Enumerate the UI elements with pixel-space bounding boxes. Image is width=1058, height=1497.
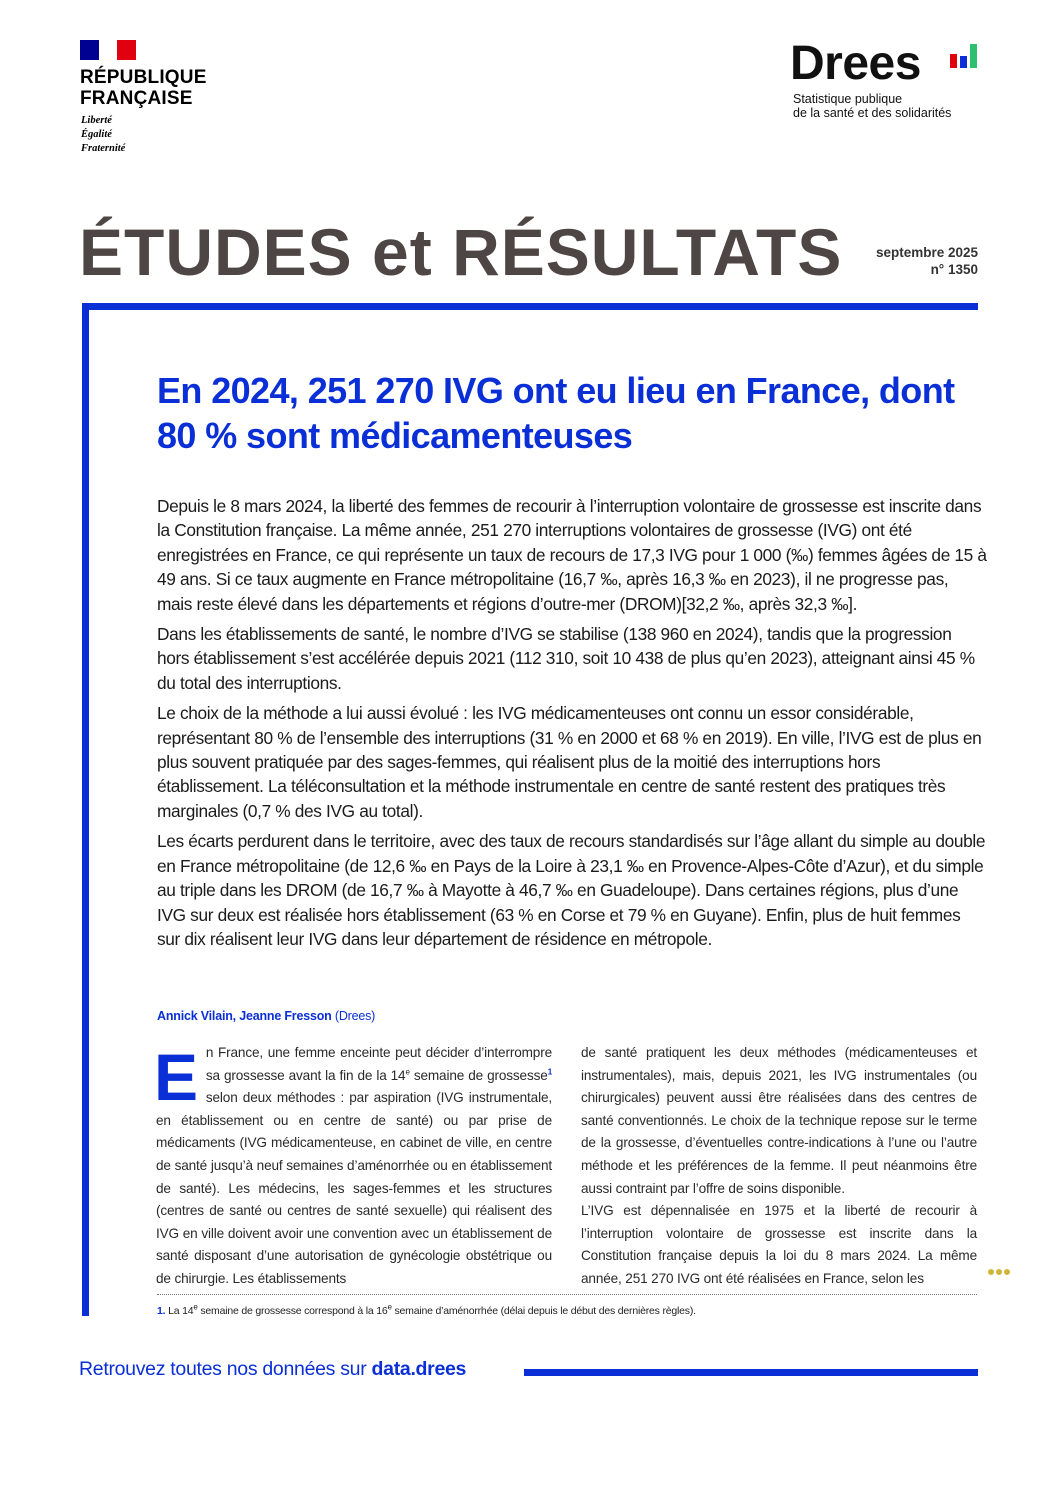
footnote-ref-link[interactable]: 1 bbox=[547, 1067, 552, 1077]
ordinal-sup: e bbox=[405, 1067, 410, 1077]
motto-egalite: Égalité bbox=[81, 129, 112, 140]
abstract-paragraph: Les écarts perdurent dans le territoire, avec des taux de recours standardisés sur l’âge allant du simple au double en France métropolitaine (de 12,6 ‰ en Pays de la Loire à 23,1 ‰ en Provence-Alpes-Côte d’Azur), et du simple au triple dans les DROM (de 16,7 ‰ à Mayotte à 46,7 ‰ en Guadeloupe). Dans certaines régions, plus d’une IVG sur deux est réalisée hors établissement (63 % en Corse et 79 % en Guyane). Enfin, plus de huit femmes sur dix réalisent leur IVG dans leur département de résidence en métropole. bbox=[157, 831, 986, 949]
rf-motto bbox=[81, 114, 125, 156]
issue-number: n° 1350 bbox=[930, 262, 978, 277]
issue-date: septembre 2025 bbox=[875, 245, 978, 260]
abstract-paragraph: Depuis le 8 mars 2024, la liberté des femmes de recourir à l’interruption volontaire de grossesse est inscrite dans la Constitution française. La même année, 251 270 interruptions volontaires de grossesse (IVG) ont été enregistrées en France, ce qui représente un taux de recours de 17,3 IVG pour 1 000 (‰) femmes âgées de 15 à 49 ans. Si ce taux augmente en France métropolitaine (16,7 ‰, après 16,3 ‰ en 2023), il ne progresse pas, mais reste élevé dans les départements et régions d’outre-mer (DROM)[32,2 ‰, après 32,3 ‰]. bbox=[157, 496, 987, 614]
body-paragraph: L’IVG est dépennalisée en 1975 et la liberté de recourir à l’interruption volontaire de grossesse est inscrite dans la Constitution française depuis la loi du 8 mars 2024. La même année, 251 270 IVG ont été réalisées en France, selon les bbox=[581, 1203, 977, 1286]
abstract bbox=[157, 494, 987, 957]
body-column-2 bbox=[581, 1042, 977, 1291]
author-names: Annick Vilain, Jeanne Fresson bbox=[157, 1009, 332, 1023]
body-column-1 bbox=[156, 1042, 552, 1291]
motto-fraternite: Fraternité bbox=[81, 143, 126, 154]
footnote-text: La 14 bbox=[165, 1305, 194, 1317]
footnote bbox=[157, 1304, 696, 1318]
headline: En 2024, 251 270 IVG ont eu lieu en France, dont 80 % sont médicamenteuses bbox=[157, 370, 955, 456]
body-paragraph: de santé pratiquent les deux méthodes (médicamenteuses et instrumentales), mais, depuis 2021, les IVG instrumentales (ou chirurgicales) peuvent aussi être réalisées dans des centres de santé conventionnés. Le choix de la technique repose sur le terme de la grossesse, d’éventuelles contre-indications à l’une ou l’autre méthode et les préférences de la femme. Il peut néanmoins être aussi contraint par l’offre de soins disponible. bbox=[581, 1045, 977, 1196]
marianne-flag-icon bbox=[80, 40, 136, 60]
drees-logo-wordmark: Drees bbox=[790, 37, 921, 90]
footnote-text: semaine de grossesse correspond à la 16 bbox=[197, 1305, 388, 1317]
cta-text: Retrouvez toutes nos données sur bbox=[79, 1358, 372, 1380]
series-title: ÉTUDES et RÉSULTATS bbox=[79, 215, 843, 289]
ordinal-sup: e bbox=[387, 1302, 392, 1312]
drees-subtitle-line: Statistique publique bbox=[793, 92, 903, 106]
abstract-paragraph: Le choix de la méthode a lui aussi évolué : les IVG médicamenteuses ont connu un essor considérable, représentant 80 % de l’ensemble des interruptions (31 % en 2000 et 68 % en 2019). En ville, l’IVG est de plus en plus souvent pratiquée par des sages-femmes, qui réalisent plus de la moitié des interruptions hors établissement. La téléconsultation et la méthode instrumentale en centre de santé restent des pratiques très marginales (0,7 % des IVG au total). bbox=[157, 703, 982, 821]
authors bbox=[157, 1008, 375, 1024]
body-text: n France, une femme enceinte peut décider d’interrompre sa grossesse avant la fin de la 14 bbox=[205, 1045, 552, 1083]
footer-cta bbox=[79, 1356, 466, 1382]
republique-francaise-logo bbox=[80, 67, 207, 109]
body-text: semaine de grossesse bbox=[409, 1067, 548, 1083]
rf-name-line: RÉPUBLIQUE bbox=[80, 67, 207, 88]
continued-dots-icon bbox=[988, 1262, 1014, 1270]
footnote-number: 1. bbox=[157, 1305, 166, 1317]
frame-left-rule bbox=[82, 303, 89, 1316]
drees-logo-subtitle bbox=[793, 92, 951, 120]
author-org: (Drees) bbox=[334, 1009, 376, 1023]
body-paragraph bbox=[156, 1042, 552, 1291]
cta-rule bbox=[524, 1369, 978, 1376]
drees-bars-icon bbox=[948, 42, 980, 74]
issue-info bbox=[876, 244, 978, 278]
body-text: selon deux méthodes : par aspiration (IVG instrumentale, en établissement ou en centre de santé) ou par prise de médicaments (IVG médicamenteuse, en cabinet de ville, en centre de santé jusqu’à neuf semaines d’aménorrhée ou en établissement de santé). Les médecins, les sages-femmes et les structures (centres de santé ou centres de santé sexuelle) qui réalisent des IVG en ville doivent avoir une convention avec un établissement de santé disposant d’une autorisation de gynécologie obstétrique ou de chirurgie. Les établissements bbox=[156, 1090, 552, 1286]
drees-subtitle-line: de la santé et des solidarités bbox=[793, 106, 952, 120]
footnote-text: semaine d’aménorrhée (délai depuis le début des dernières règles). bbox=[391, 1305, 696, 1317]
abstract-paragraph: Dans les établissements de santé, le nombre d’IVG se stabilise (138 960 en 2024), tandis que la progression hors établissement s’est accélérée depuis 2021 (112 310, soit 10 438 de plus qu’en 2023), atteignant ainsi 45 % du total des interruptions. bbox=[157, 624, 975, 693]
rf-name-line: FRANÇAISE bbox=[80, 88, 193, 109]
data-drees-link[interactable]: data.drees bbox=[371, 1358, 467, 1380]
ordinal-sup: e bbox=[193, 1302, 198, 1312]
motto-liberte: Liberté bbox=[81, 115, 112, 126]
dropcap: E bbox=[154, 1040, 198, 1114]
frame-top-rule bbox=[82, 303, 978, 310]
footnote-divider bbox=[157, 1294, 977, 1295]
